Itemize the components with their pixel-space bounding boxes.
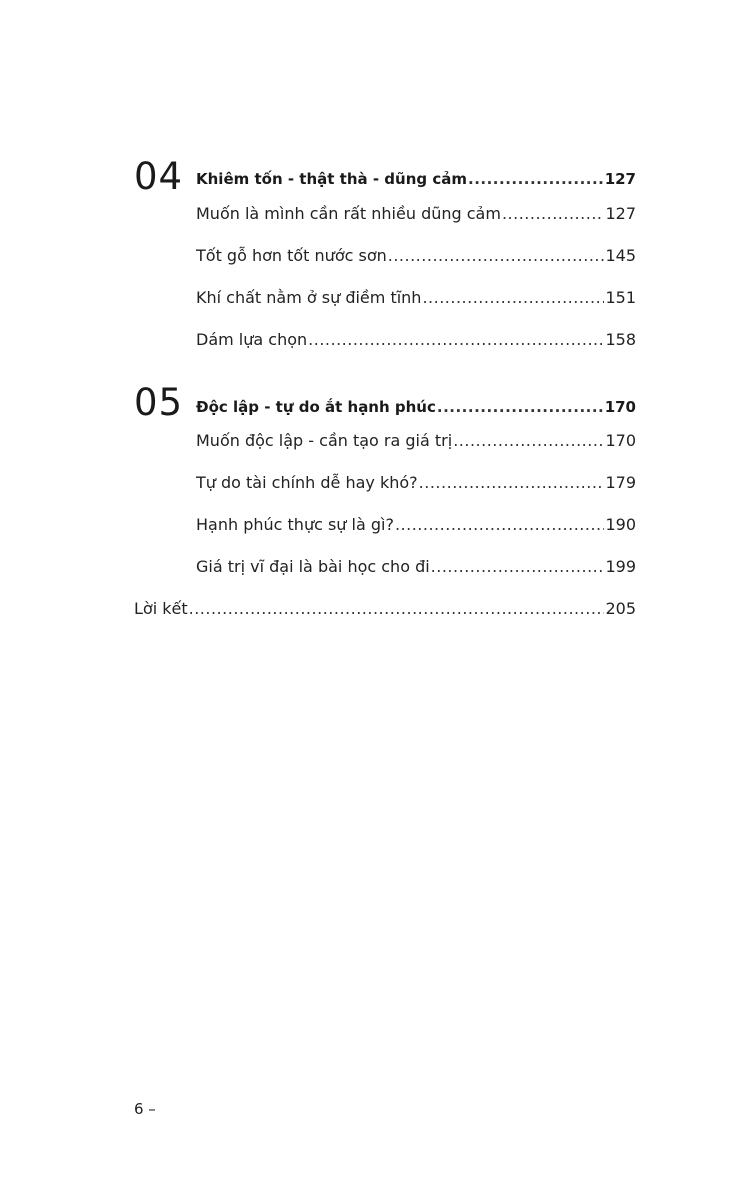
toc-entry[interactable] [196,515,636,534]
dot-leader [388,246,605,265]
chapter-title-line[interactable] [196,398,636,416]
entry-page: 158 [605,330,636,349]
entry-page: 199 [605,557,636,576]
toc-entry[interactable] [196,246,636,265]
dot-leader [308,330,604,349]
entry-title: Khí chất nằm ở sự điềm tĩnh [196,288,422,307]
entry-title: Tốt gỗ hơn tốt nước sơn [196,246,387,265]
dot-leader [419,473,605,492]
page-number: 6 – [134,1100,156,1118]
entry-title: Muốn độc lập - cần tạo ra giá trị [196,431,453,450]
dot-leader [189,599,605,618]
entry-title: Lời kết [134,599,188,618]
dot-leader [437,398,604,416]
toc-entry[interactable] [196,204,636,223]
entry-page: 145 [605,246,636,265]
entry-title: Tự do tài chính dễ hay khó? [196,473,418,492]
dot-leader [431,557,605,576]
toc-entry[interactable] [196,288,636,307]
chapter-number: 05 [134,381,184,424]
dot-leader [453,431,604,450]
dot-leader [395,515,605,534]
chapter-number: 04 [134,155,184,198]
entry-page: 205 [605,599,636,618]
chapter-title-line[interactable] [196,170,636,188]
toc-entry[interactable] [196,330,636,349]
dot-leader [502,204,605,223]
entry-page: 179 [605,473,636,492]
entry-page: 151 [605,288,636,307]
entry-title: Hạnh phúc thực sự là gì? [196,515,394,534]
chapter-title: Khiêm tốn - thật thà - dũng cảm [196,170,467,188]
toc-entry-epilogue[interactable] [134,599,636,618]
entry-title: Muốn là mình cần rất nhiều dũng cảm [196,204,501,223]
chapter-page: 170 [604,398,636,416]
entry-page: 190 [605,515,636,534]
toc-entry[interactable] [196,473,636,492]
entry-page: 170 [605,431,636,450]
toc-entry[interactable] [196,557,636,576]
dot-leader [422,288,604,307]
entry-title: Dám lựa chọn [196,330,308,349]
chapter-title: Độc lập - tự do ắt hạnh phúc [196,398,436,416]
dot-leader [468,170,604,188]
entry-title: Giá trị vĩ đại là bài học cho đi [196,557,430,576]
toc-entry[interactable] [196,431,636,450]
chapter-page: 127 [604,170,636,188]
entry-page: 127 [605,204,636,223]
